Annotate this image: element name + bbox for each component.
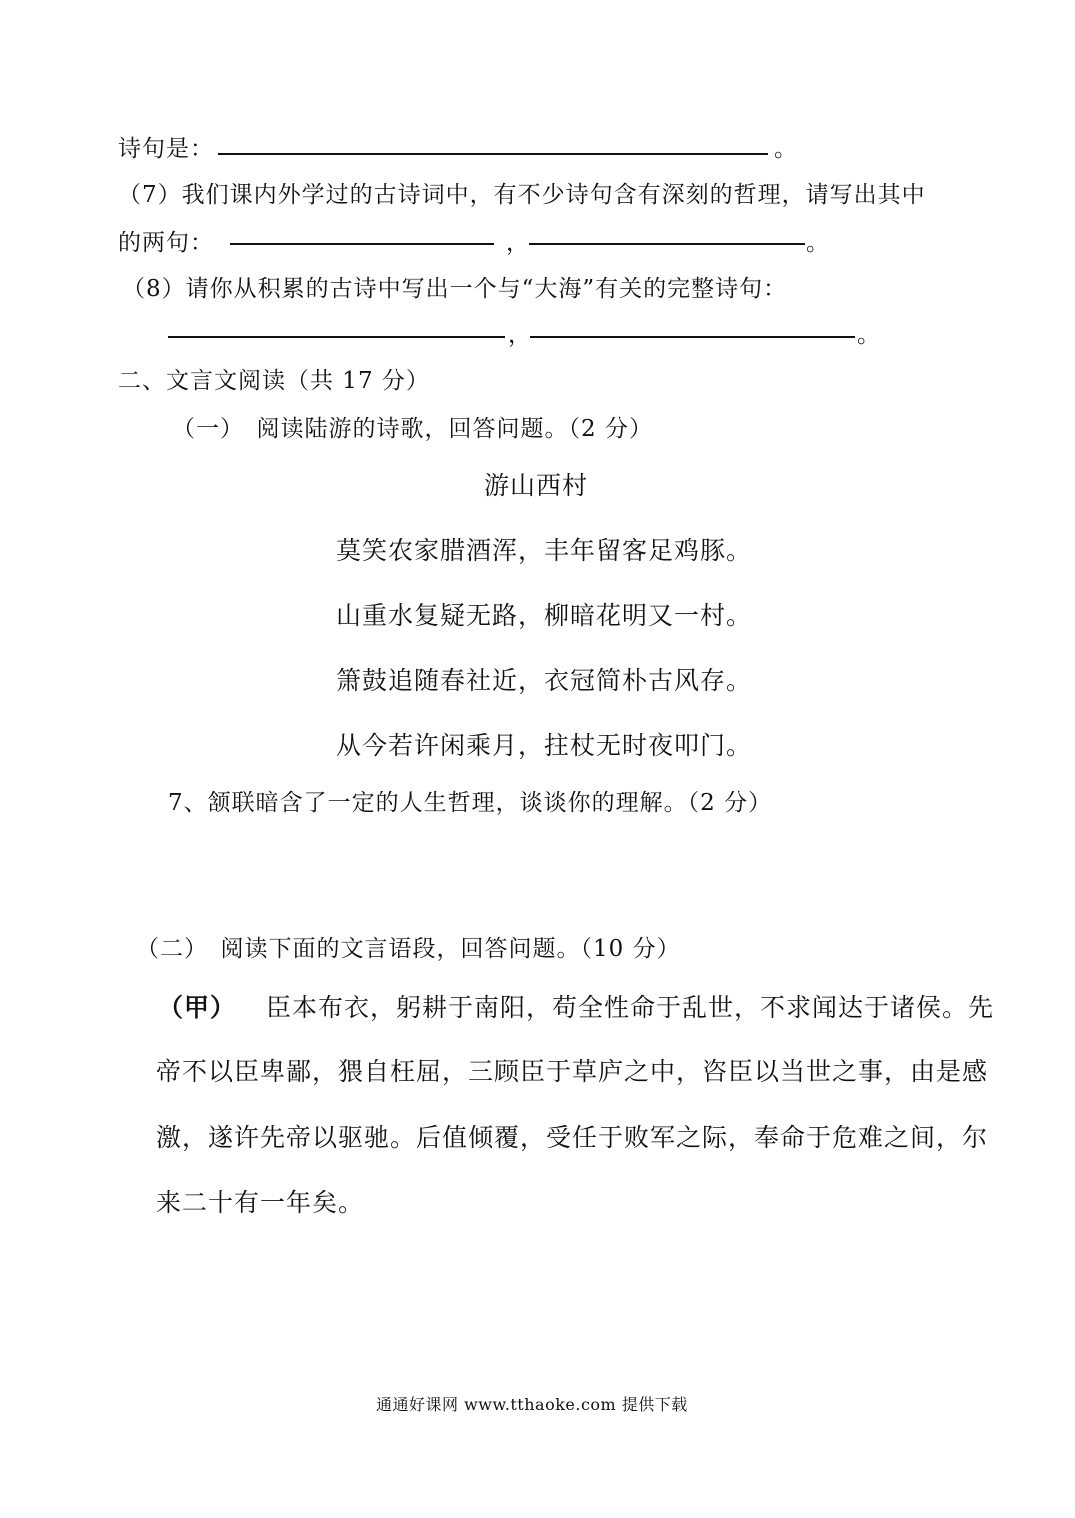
passage-label: （甲） xyxy=(158,993,237,1022)
question-7-comma: ， xyxy=(506,230,530,256)
poem-line: 从今若许闲乘月，拄杖无时夜叩门。 xyxy=(336,731,753,760)
question-8-end: 。 xyxy=(857,322,881,348)
poem-title: 游山西村 xyxy=(484,471,589,500)
passage-line: 臣本布衣，躬耕于南阳，苟全性命于乱世，不求闻达于诸侯。先 xyxy=(266,993,995,1022)
answer-blank-q7-a[interactable] xyxy=(230,243,494,245)
question-8-text: （8）请你从积累的古诗中写出一个与“大海”有关的完整诗句： xyxy=(122,276,788,302)
part-1-heading: （一） 阅读陆游的诗歌，回答问题。（2 分） xyxy=(172,416,653,442)
question-7-end: 。 xyxy=(806,230,830,256)
footer-credit: 通通好课网 www.tthaoke.com 提供下载 xyxy=(376,1395,688,1414)
poem-line: 箫鼓追随春社近，衣冠简朴古风存。 xyxy=(336,666,753,695)
part-2-heading: （二） 阅读下面的文言语段，回答问题。（10 分） xyxy=(136,936,681,962)
answer-blank-q8-b[interactable] xyxy=(530,336,855,338)
passage-line: 激，遂许先帝以驱驰。后值倾覆，受任于败军之际，奉命于危难之间，尔 xyxy=(156,1123,989,1152)
passage-line: 来二十有一年矣。 xyxy=(156,1188,365,1217)
question-7-text: （7）我们课内外学过的古诗词中，有不少诗句含有深刻的哲理，请写出其中 xyxy=(118,182,926,208)
poem-line: 山重水复疑无路，柳暗花明又一村。 xyxy=(336,601,753,630)
passage-line: 帝不以臣卑鄙，猥自枉屈，三顾臣于草庐之中，咨臣以当世之事，由是感 xyxy=(156,1057,989,1086)
question-7-prefix: 的两句： xyxy=(118,230,214,256)
line-shijushi-label: 诗句是： xyxy=(118,136,214,162)
answer-blank-q7-b[interactable] xyxy=(529,243,805,245)
answer-blank-q8-a[interactable] xyxy=(168,336,505,338)
section-2-heading: 二、文言文阅读（共 17 分） xyxy=(118,368,430,394)
poem-line: 莫笑农家腊酒浑，丰年留客足鸡豚。 xyxy=(336,536,753,565)
question-8-comma: ， xyxy=(508,322,532,348)
question-7-prompt: 7、颔联暗含了一定的人生哲理，谈谈你的理解。（2 分） xyxy=(168,790,773,816)
line-1-end-punct: 。 xyxy=(774,136,798,162)
answer-blank-1[interactable] xyxy=(218,153,768,155)
